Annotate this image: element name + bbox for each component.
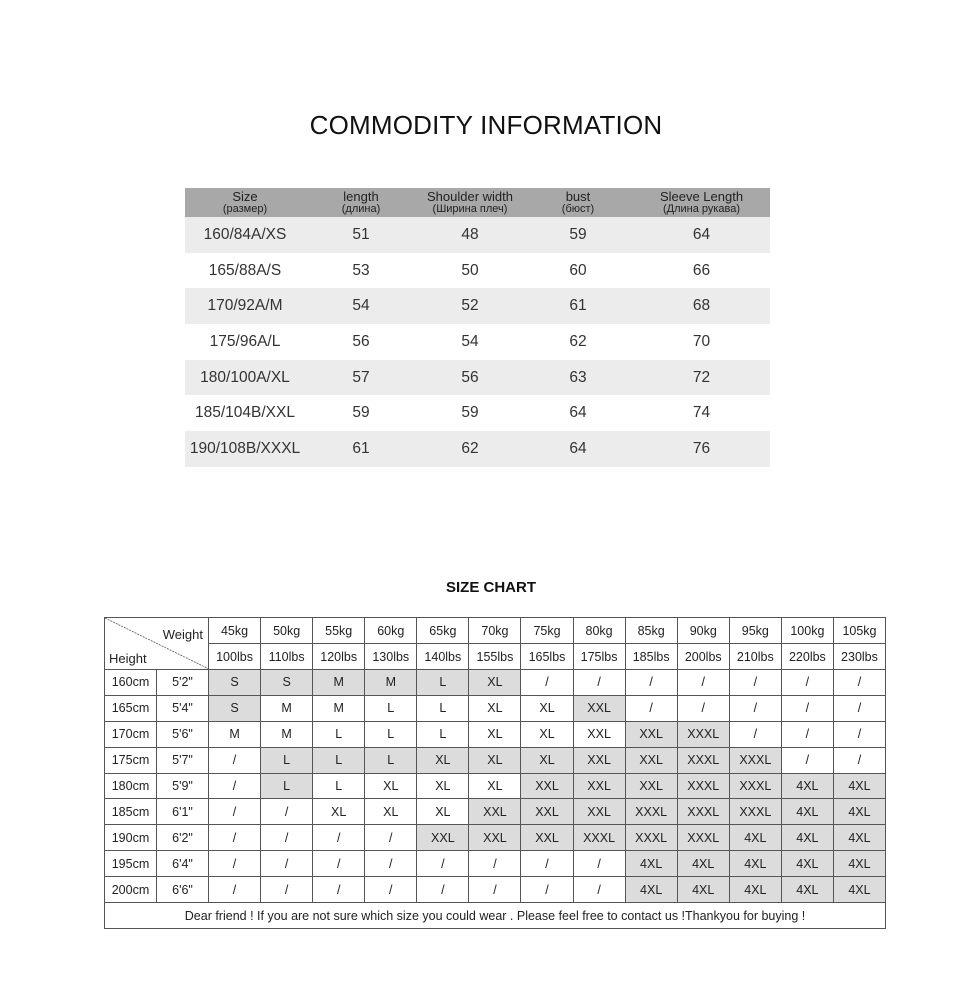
size-cell: /	[313, 851, 365, 877]
size-cell: /	[209, 773, 261, 799]
header-size: Size (размер)	[185, 188, 305, 217]
size-cell: 4XL	[833, 851, 885, 877]
size-cell: S	[209, 670, 261, 696]
size-cell: /	[781, 670, 833, 696]
size-cell: XXXL	[677, 773, 729, 799]
height-ft: 5'2"	[157, 670, 209, 696]
weight-lbs-header: 130lbs	[365, 644, 417, 670]
size-cell: 4XL	[781, 773, 833, 799]
commodity-cell-sleeve-length: 66	[692, 261, 711, 279]
size-cell: L	[313, 721, 365, 747]
size-cell: XXL	[625, 721, 677, 747]
commodity-cell-shoulder-width: 50	[461, 261, 479, 279]
height-cm: 160cm	[105, 670, 157, 696]
size-cell: 4XL	[729, 825, 781, 851]
commodity-cell-shoulder-width: 56	[417, 360, 523, 396]
size-cell: XXL	[573, 721, 625, 747]
commodity-row	[185, 324, 770, 360]
size-cell: /	[417, 851, 469, 877]
header-sleeve-length: Sleeve Length (Длина рукава)	[633, 188, 770, 217]
size-cell: XXXL	[625, 825, 677, 851]
commodity-cell-size: 180/100A/XL	[185, 360, 305, 396]
commodity-table	[185, 188, 770, 467]
size-cell: /	[521, 851, 573, 877]
size-cell: /	[729, 670, 781, 696]
size-cell: XXL	[417, 825, 469, 851]
height-cm: 170cm	[105, 721, 157, 747]
size-cell: L	[313, 747, 365, 773]
commodity-cell-length: 59	[352, 404, 370, 422]
size-cell: XL	[469, 695, 521, 721]
weight-kg-header: 55kg	[313, 618, 365, 644]
size-cell: 4XL	[781, 851, 833, 877]
commodity-cell-sleeve-length: 72	[633, 360, 770, 396]
height-ft: 6'1"	[157, 799, 209, 825]
weight-kg-header: 60kg	[365, 618, 417, 644]
height-cm: 165cm	[105, 695, 157, 721]
size-chart-row	[105, 695, 886, 721]
size-cell: XL	[417, 773, 469, 799]
weight-kg-header: 85kg	[625, 618, 677, 644]
commodity-cell-size: 160/84A/XS	[185, 217, 305, 253]
size-chart-row	[105, 799, 886, 825]
weight-kg-header: 100kg	[781, 618, 833, 644]
size-chart-row	[105, 721, 886, 747]
size-cell: M	[261, 721, 313, 747]
page-title: COMMODITY INFORMATION	[309, 110, 663, 140]
size-cell: M	[313, 670, 365, 696]
commodity-cell-length: 53	[352, 261, 370, 279]
commodity-cell-bust: 59	[523, 217, 633, 253]
weight-lbs-header: 110lbs	[261, 644, 313, 670]
height-cm: 185cm	[105, 799, 157, 825]
size-cell: XXXL	[677, 747, 729, 773]
size-chart-kg-row	[105, 618, 886, 644]
weight-lbs-header: 210lbs	[729, 644, 781, 670]
size-cell: L	[417, 670, 469, 696]
weight-kg-header: 105kg	[833, 618, 885, 644]
size-cell: /	[365, 851, 417, 877]
height-cm: 195cm	[105, 851, 157, 877]
size-cell: XXL	[521, 825, 573, 851]
size-cell: L	[365, 721, 417, 747]
height-ft: 5'4"	[157, 695, 209, 721]
size-cell: XL	[365, 799, 417, 825]
size-cell: /	[833, 747, 885, 773]
size-cell: 4XL	[833, 799, 885, 825]
commodity-cell-shoulder-width: 54	[461, 332, 479, 350]
height-cm: 190cm	[105, 825, 157, 851]
size-cell: M	[365, 670, 417, 696]
size-cell: XXXL	[677, 799, 729, 825]
size-cell: 4XL	[677, 851, 729, 877]
height-cm: 200cm	[105, 877, 157, 903]
size-chart-row	[105, 851, 886, 877]
size-chart-row	[105, 747, 886, 773]
size-cell: XXXL	[729, 799, 781, 825]
commodity-cell-sleeve-length: 76	[633, 431, 770, 467]
commodity-cell-sleeve-length: 70	[692, 332, 711, 350]
size-cell: /	[209, 825, 261, 851]
weight-kg-header: 75kg	[521, 618, 573, 644]
commodity-cell-sleeve-length: 68	[633, 288, 770, 324]
commodity-cell-shoulder-width: 62	[417, 431, 523, 467]
size-cell: /	[365, 877, 417, 903]
size-cell: /	[625, 695, 677, 721]
size-cell: /	[833, 695, 885, 721]
weight-kg-header: 95kg	[729, 618, 781, 644]
commodity-cell-bust: 60	[569, 261, 587, 279]
size-cell: /	[209, 877, 261, 903]
size-cell: L	[313, 773, 365, 799]
weight-lbs-header: 100lbs	[209, 644, 261, 670]
size-cell: /	[469, 877, 521, 903]
size-cell: 4XL	[833, 773, 885, 799]
size-cell: XXL	[625, 747, 677, 773]
size-cell: /	[261, 851, 313, 877]
size-cell: /	[729, 721, 781, 747]
size-cell: /	[209, 799, 261, 825]
footer-note: Dear friend ! If you are not sure which size you could wear . Please feel free to contact us !Thankyou for buying !	[105, 903, 886, 929]
weight-lbs-header: 200lbs	[677, 644, 729, 670]
size-cell: /	[261, 877, 313, 903]
size-cell: /	[677, 670, 729, 696]
size-cell: XL	[469, 747, 521, 773]
size-cell: 4XL	[781, 877, 833, 903]
size-cell: XL	[313, 799, 365, 825]
commodity-row	[185, 217, 770, 253]
size-cell: /	[209, 851, 261, 877]
weight-kg-header: 65kg	[417, 618, 469, 644]
size-cell: XXL	[521, 773, 573, 799]
size-cell: /	[677, 695, 729, 721]
size-chart-footer-row	[105, 903, 886, 929]
size-cell: XXXL	[677, 825, 729, 851]
header-bust: bust (бюст)	[523, 188, 633, 217]
size-cell: XXXL	[625, 799, 677, 825]
commodity-cell-size: 175/96A/L	[209, 332, 281, 350]
size-cell: S	[261, 670, 313, 696]
height-ft: 5'7"	[157, 747, 209, 773]
weight-lbs-header: 165lbs	[521, 644, 573, 670]
size-cell: /	[625, 670, 677, 696]
commodity-cell-sleeve-length: 64	[633, 217, 770, 253]
commodity-cell-shoulder-width: 52	[417, 288, 523, 324]
size-cell: XXL	[469, 825, 521, 851]
commodity-cell-shoulder-width: 59	[461, 404, 479, 422]
commodity-cell-sleeve-length: 74	[692, 404, 711, 422]
size-cell: XL	[417, 747, 469, 773]
weight-kg-header: 80kg	[573, 618, 625, 644]
size-cell: /	[729, 695, 781, 721]
commodity-row	[185, 360, 770, 396]
commodity-cell-bust: 64	[569, 404, 587, 422]
size-chart-row	[105, 877, 886, 903]
size-cell: /	[209, 747, 261, 773]
commodity-cell-length: 57	[305, 360, 417, 396]
size-cell: L	[417, 721, 469, 747]
size-cell: L	[261, 747, 313, 773]
size-chart-row	[105, 773, 886, 799]
size-cell: L	[417, 695, 469, 721]
size-cell: M	[261, 695, 313, 721]
weight-kg-header: 70kg	[469, 618, 521, 644]
size-cell: 4XL	[833, 825, 885, 851]
size-cell: XXL	[469, 799, 521, 825]
size-cell: /	[521, 670, 573, 696]
height-cm: 180cm	[105, 773, 157, 799]
size-cell: XL	[521, 747, 573, 773]
size-cell: XL	[469, 670, 521, 696]
size-cell: 4XL	[833, 877, 885, 903]
size-cell: XXL	[573, 799, 625, 825]
size-cell: 4XL	[729, 851, 781, 877]
size-chart-row	[105, 670, 886, 696]
weight-kg-header: 45kg	[209, 618, 261, 644]
size-cell: S	[209, 695, 261, 721]
size-cell: M	[313, 695, 365, 721]
size-cell: XXL	[573, 747, 625, 773]
size-cell: /	[833, 721, 885, 747]
size-cell: /	[833, 670, 885, 696]
size-cell: /	[573, 670, 625, 696]
size-cell: XXXL	[729, 747, 781, 773]
size-cell: /	[469, 851, 521, 877]
size-cell: L	[365, 695, 417, 721]
commodity-row	[185, 288, 770, 324]
size-chart-title: SIZE CHART	[446, 579, 536, 596]
size-chart-table	[104, 617, 886, 929]
size-cell: /	[573, 877, 625, 903]
height-ft: 6'4"	[157, 851, 209, 877]
size-cell: 4XL	[625, 851, 677, 877]
size-cell: /	[781, 695, 833, 721]
size-cell: XXL	[573, 695, 625, 721]
size-cell: XXL	[573, 773, 625, 799]
size-cell: XXL	[521, 799, 573, 825]
size-cell: /	[573, 851, 625, 877]
size-cell: XL	[469, 773, 521, 799]
size-cell: /	[313, 877, 365, 903]
commodity-cell-size: 185/104B/XXL	[195, 404, 295, 422]
height-cm: 175cm	[105, 747, 157, 773]
weight-label: Weight	[162, 627, 203, 642]
size-cell: 4XL	[677, 877, 729, 903]
header-shoulder-width: Shoulder width (Ширина плеч)	[417, 188, 523, 217]
size-cell: /	[417, 877, 469, 903]
commodity-row	[185, 431, 770, 467]
commodity-cell-shoulder-width: 48	[417, 217, 523, 253]
commodity-cell-bust: 64	[523, 431, 633, 467]
commodity-cell-size: 165/88A/S	[208, 261, 282, 279]
size-cell: 4XL	[729, 877, 781, 903]
commodity-row	[185, 253, 770, 289]
height-ft: 6'6"	[157, 877, 209, 903]
weight-kg-header: 90kg	[677, 618, 729, 644]
size-cell: /	[365, 825, 417, 851]
size-cell: /	[521, 877, 573, 903]
size-cell: 4XL	[781, 825, 833, 851]
size-cell: XL	[417, 799, 469, 825]
height-ft: 5'9"	[157, 773, 209, 799]
commodity-cell-length: 51	[305, 217, 417, 253]
commodity-cell-bust: 62	[569, 332, 587, 350]
size-cell: XL	[469, 721, 521, 747]
weight-kg-header: 50kg	[261, 618, 313, 644]
size-cell: XL	[521, 695, 573, 721]
size-cell: /	[781, 721, 833, 747]
size-cell: XXXL	[729, 773, 781, 799]
size-cell: XXL	[625, 773, 677, 799]
weight-lbs-header: 185lbs	[625, 644, 677, 670]
size-cell: L	[261, 773, 313, 799]
size-cell: XL	[521, 721, 573, 747]
header-length: length (длина)	[305, 188, 417, 217]
size-cell: XXXL	[677, 721, 729, 747]
weight-lbs-header: 120lbs	[313, 644, 365, 670]
size-cell: /	[261, 799, 313, 825]
commodity-cell-length: 61	[305, 431, 417, 467]
height-ft: 6'2"	[157, 825, 209, 851]
height-ft: 5'6"	[157, 721, 209, 747]
size-cell: XL	[365, 773, 417, 799]
corner-cell	[105, 618, 209, 670]
size-chart-row	[105, 825, 886, 851]
commodity-row	[185, 395, 770, 431]
commodity-cell-length: 56	[352, 332, 370, 350]
size-chart-lbs-row	[105, 644, 886, 670]
weight-lbs-header: 155lbs	[469, 644, 521, 670]
size-cell: /	[261, 825, 313, 851]
weight-lbs-header: 220lbs	[781, 644, 833, 670]
commodity-cell-size: 170/92A/M	[185, 288, 305, 324]
height-label: Height	[109, 651, 147, 666]
size-cell: /	[313, 825, 365, 851]
size-cell: XXXL	[573, 825, 625, 851]
commodity-header-row	[185, 188, 770, 217]
size-cell: 4XL	[625, 877, 677, 903]
commodity-cell-size: 190/108B/XXXL	[185, 431, 305, 467]
weight-lbs-header: 230lbs	[833, 644, 885, 670]
size-cell: /	[781, 747, 833, 773]
weight-lbs-header: 140lbs	[417, 644, 469, 670]
commodity-cell-length: 54	[305, 288, 417, 324]
commodity-cell-bust: 61	[523, 288, 633, 324]
size-cell: M	[209, 721, 261, 747]
commodity-cell-bust: 63	[523, 360, 633, 396]
weight-lbs-header: 175lbs	[573, 644, 625, 670]
size-cell: 4XL	[781, 799, 833, 825]
size-cell: L	[365, 747, 417, 773]
